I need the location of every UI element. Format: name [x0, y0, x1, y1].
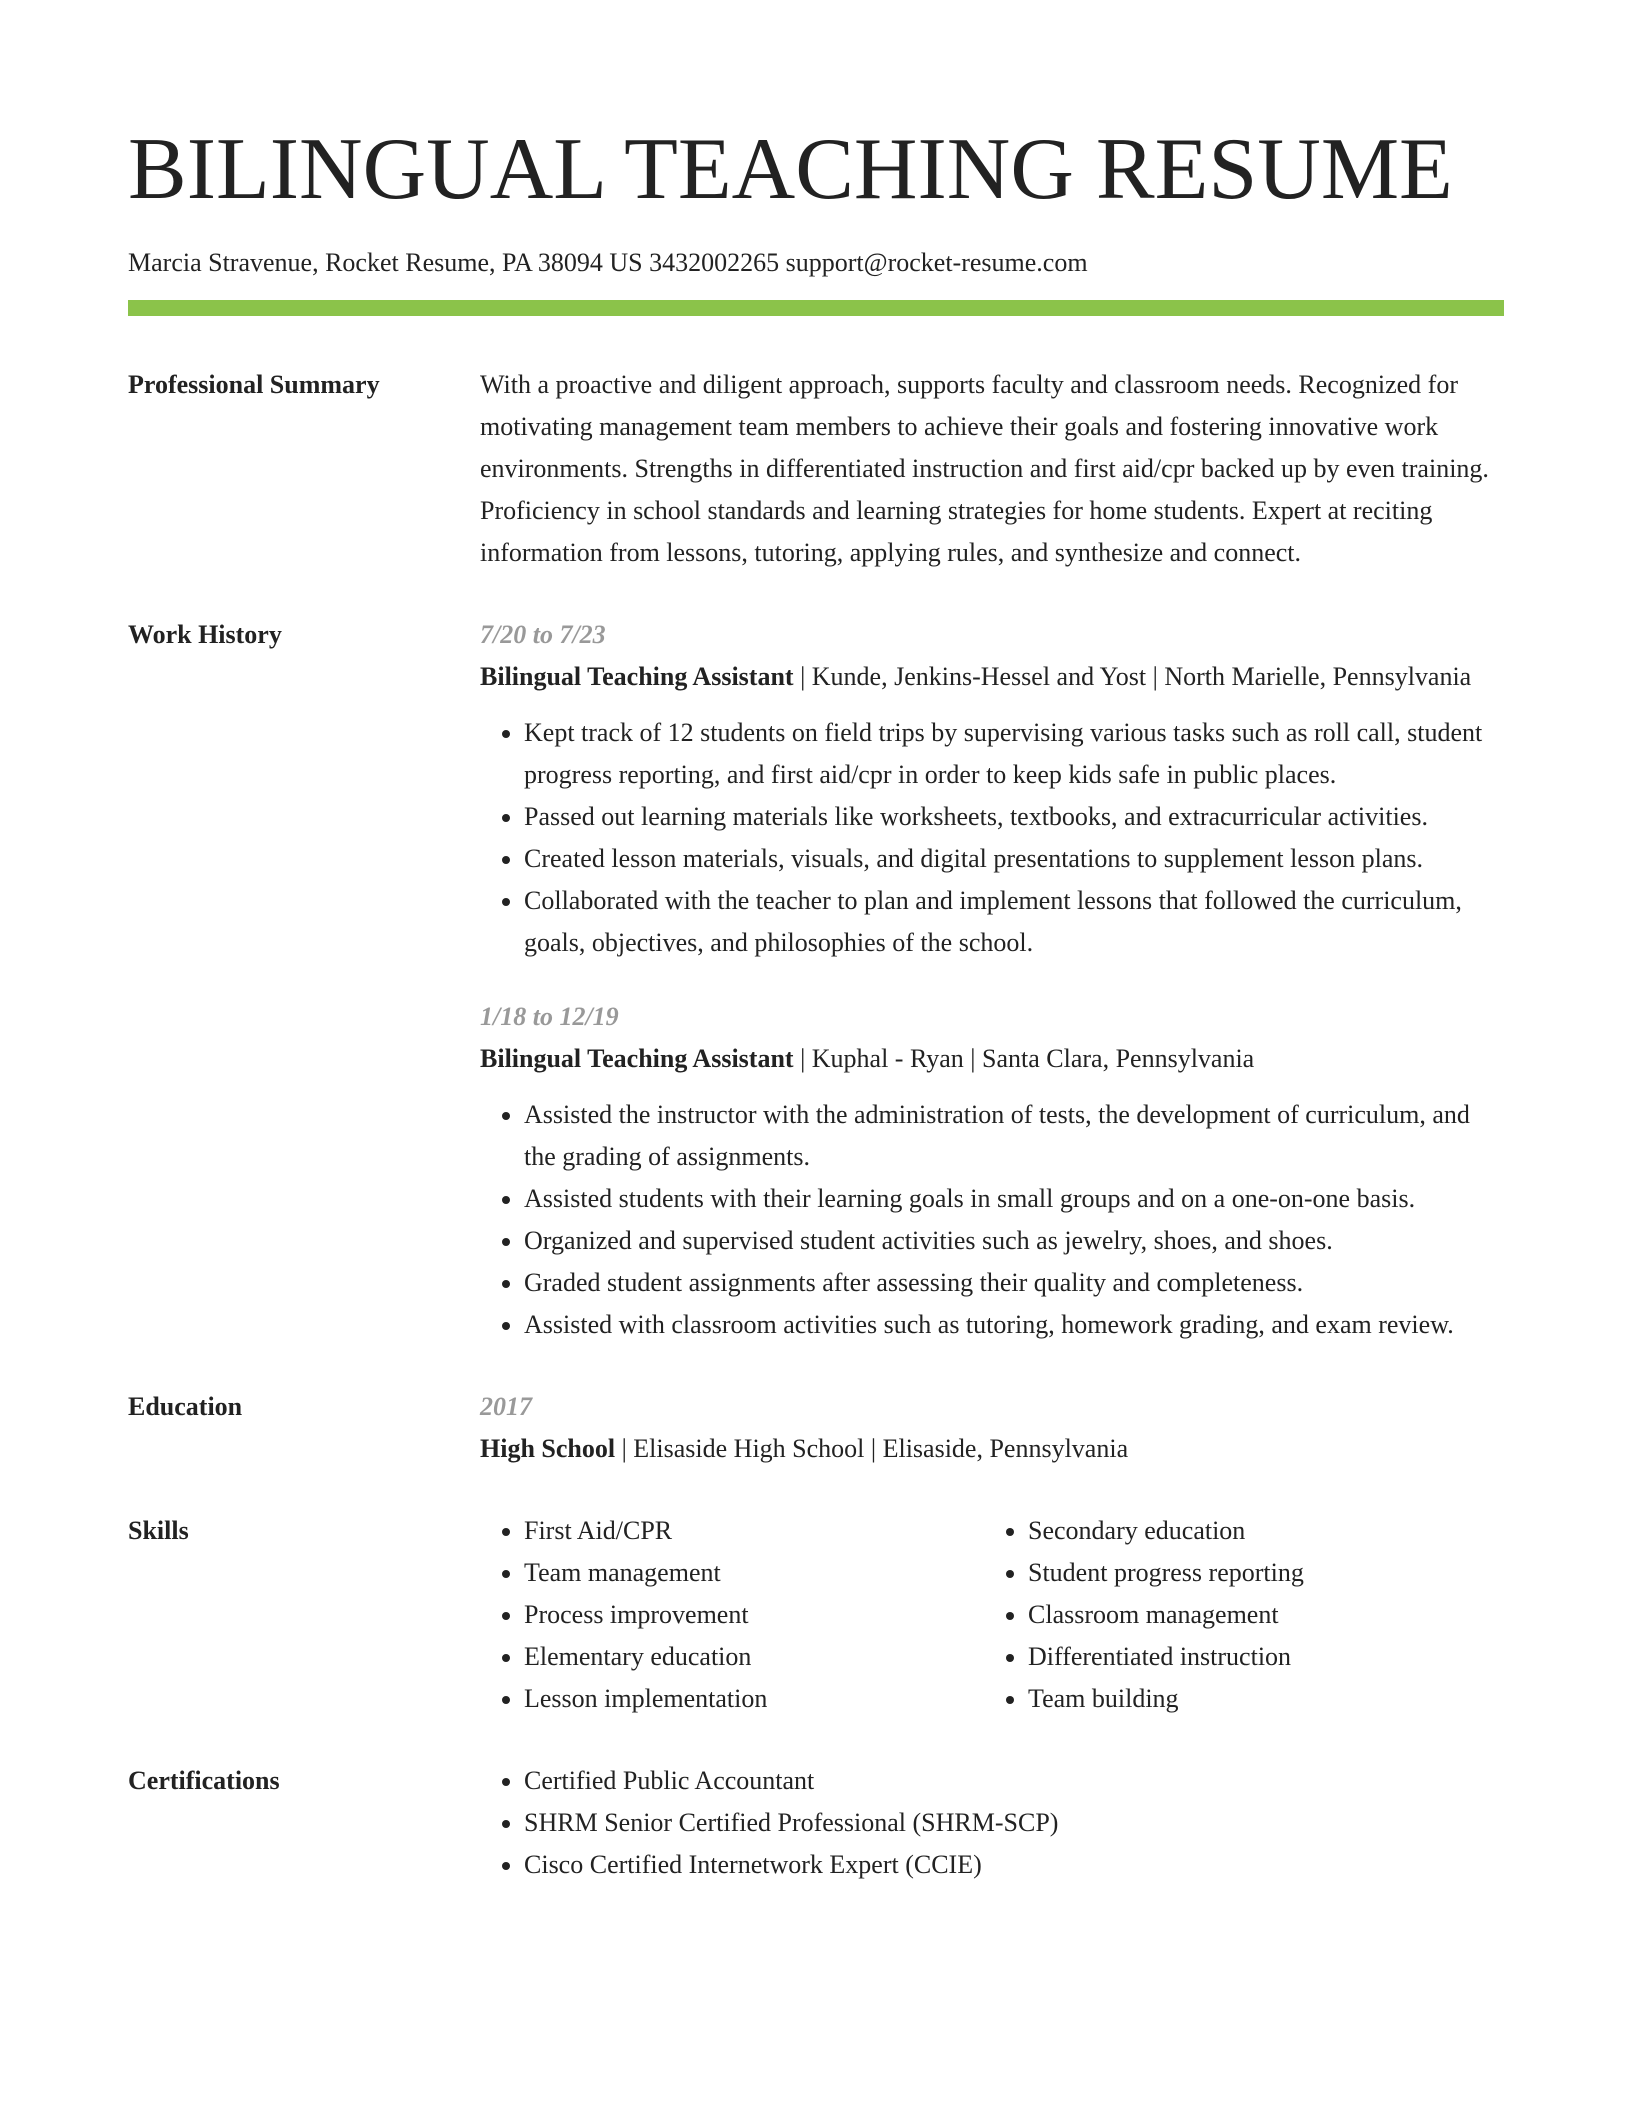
resume-title: BILINGUAL TEACHING RESUME [128, 121, 1453, 218]
work-history-heading: Work History [128, 620, 282, 649]
skill-item: • Lesson implementation [524, 1678, 984, 1720]
list-item: • Organized and supervised student activities such as jewelry, shoes, and shoes. [524, 1220, 1504, 1262]
job-employer-location: | Kuphal - Ryan | Santa Clara, Pennsylvania [793, 1044, 1255, 1073]
accent-divider [128, 300, 1504, 316]
certifications-list [480, 1760, 1504, 1886]
job-heading [480, 656, 1504, 698]
job-duties-list [480, 1094, 1504, 1346]
job-employer-location: | Kunde, Jenkins-Hessel and Yost | North Marielle, Pennsylvania [793, 662, 1472, 691]
list-item: • Collaborated with the teacher to plan and implement lessons that followed the curriculum, goals, objectives, and philosophies of the school. [524, 880, 1504, 964]
skill-item: • Team building [1028, 1678, 1488, 1720]
skill-item: • Elementary education [524, 1636, 984, 1678]
skill-item: • Classroom management [1028, 1594, 1488, 1636]
certifications-section [128, 1760, 1504, 1886]
skill-item: • First Aid/CPR [524, 1510, 984, 1552]
skills-list-right [984, 1510, 1488, 1720]
certification-item: • Certified Public Accountant [524, 1760, 1504, 1802]
job-date: 1/18 to 12/19 [480, 1002, 619, 1031]
education-degree: High School [480, 1434, 616, 1463]
job-heading [480, 1038, 1504, 1080]
skill-item: • Student progress reporting [1028, 1552, 1488, 1594]
job-date: 7/20 to 7/23 [480, 620, 606, 649]
job-entry [480, 996, 1504, 1346]
education-entry [480, 1428, 1504, 1470]
skill-item: • Secondary education [1028, 1510, 1488, 1552]
skills-section [128, 1510, 1504, 1720]
certification-item: • SHRM Senior Certified Professional (SHRM-SCP) [524, 1802, 1504, 1844]
certifications-heading: Certifications [128, 1766, 280, 1795]
list-item: • Graded student assignments after assessing their quality and completeness. [524, 1262, 1504, 1304]
summary-section [128, 364, 1504, 574]
education-heading: Education [128, 1392, 243, 1421]
list-item: • Assisted the instructor with the administration of tests, the development of curriculum, and the grading of assignments. [524, 1094, 1504, 1178]
skills-heading: Skills [128, 1516, 189, 1545]
skills-list-left [480, 1510, 984, 1720]
list-item: • Assisted with classroom activities such as tutoring, homework grading, and exam review. [524, 1304, 1504, 1346]
job-entry [480, 614, 1504, 964]
list-item: • Assisted students with their learning goals in small groups and on a one-on-one basis. [524, 1178, 1504, 1220]
job-title: Bilingual Teaching Assistant [480, 1044, 794, 1073]
skill-item: • Differentiated instruction [1028, 1636, 1488, 1678]
certification-item: • Cisco Certified Internetwork Expert (CCIE) [524, 1844, 1504, 1886]
list-item: • Passed out learning materials like worksheets, textbooks, and extracurricular activities. [524, 796, 1504, 838]
job-duties-list [480, 712, 1504, 964]
education-school-location: | Elisaside High School | Elisaside, Pennsylvania [615, 1434, 1129, 1463]
summary-heading: Professional Summary [128, 370, 380, 399]
skill-item: • Team management [524, 1552, 984, 1594]
contact-info: Marcia Stravenue, Rocket Resume, PA 38094 US 3432002265 support@rocket-resume.com [128, 248, 1088, 277]
list-item: • Created lesson materials, visuals, and digital presentations to supplement lesson plans. [524, 838, 1504, 880]
education-section [128, 1386, 1504, 1470]
education-date: 2017 [480, 1392, 532, 1421]
skill-item: • Process improvement [524, 1594, 984, 1636]
job-title: Bilingual Teaching Assistant [480, 662, 794, 691]
list-item: • Kept track of 12 students on field trips by supervising various tasks such as roll call, student progress reporting, and first aid/cpr in order to keep kids safe in public places. [524, 712, 1504, 796]
work-history-section [128, 614, 1504, 1346]
resume-page [128, 0, 1504, 1886]
summary-text: With a proactive and diligent approach, supports faculty and classroom needs. Recognized for motivating management team members to achieve their goals and fostering innovative work environments. Strengths in differentiated instruction and first aid/cpr backed up by even training. Proficiency in school standards and learning strategies for home students. Expert at reciting information from lessons, tutoring, applying rules, and synthesize and connect. [480, 370, 1489, 567]
